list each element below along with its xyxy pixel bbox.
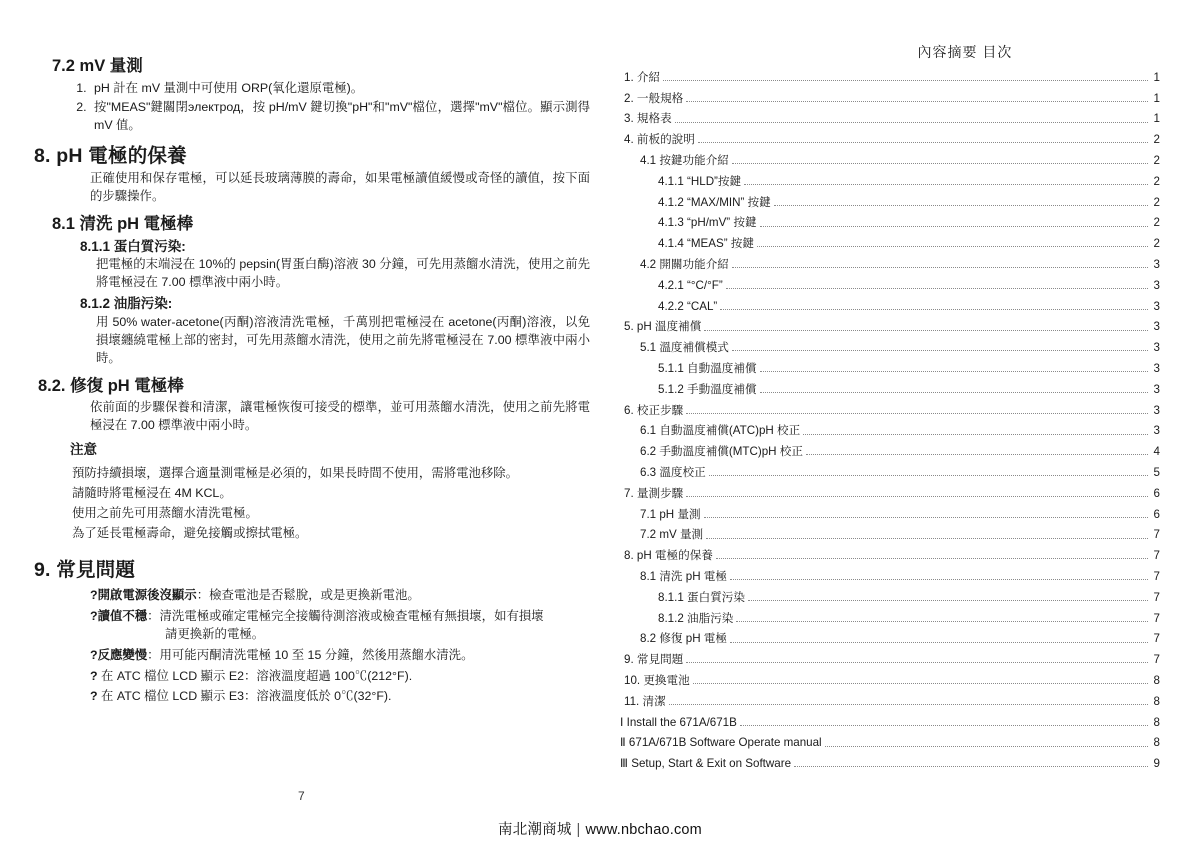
toc-entry[interactable]	[620, 92, 1160, 105]
toc-entry[interactable]	[620, 653, 1160, 666]
faq-list	[28, 586, 590, 706]
toc-leader-dots	[730, 633, 1148, 643]
toc-entry-page: 4	[1153, 445, 1160, 459]
table-of-contents	[620, 71, 1160, 770]
heading-8-1: 8.1 清洗 pH 電極棒	[52, 214, 194, 233]
toc-entry-label: 6.3 溫度校正	[640, 465, 706, 479]
toc-leader-dots	[730, 570, 1148, 580]
heading-8-1-2: 8.1.2 油脂污染:	[80, 296, 173, 312]
toc-entry-page: 7	[1153, 549, 1160, 563]
toc-leader-dots	[663, 71, 1148, 81]
toc-leader-dots	[704, 321, 1148, 331]
toc-entry-page: 3	[1153, 278, 1160, 292]
toc-entry-page: 3	[1153, 382, 1160, 396]
toc-entry[interactable]	[620, 196, 1160, 209]
toc-leader-dots	[686, 653, 1148, 663]
faq-body: 在 ATC 檔位 LCD 顯示 E2：溶液溫度超過 100℃(212°F).	[101, 668, 413, 683]
toc-entry[interactable]	[620, 321, 1160, 334]
toc-entry-label: 4.1.3 “pH/mV” 按鍵	[658, 216, 757, 230]
toc-entry-page: 3	[1153, 341, 1160, 355]
toc-leader-dots	[686, 487, 1148, 497]
toc-leader-dots	[686, 92, 1148, 102]
toc-entry-label: 3. 規格表	[624, 112, 672, 126]
note-line: 使用之前先可用蒸餾水清洗電極。	[72, 506, 258, 521]
toc-entry-label: Ⅰ Install the 671A/671B	[620, 715, 737, 729]
toc-leader-dots	[669, 695, 1148, 705]
toc-leader-dots	[686, 404, 1148, 414]
faq-body: ：檢查電池是否鬆脫，或是更換新電池。	[196, 588, 420, 603]
toc-entry[interactable]	[620, 133, 1160, 146]
note-line: 預防持續損壞，選擇合適量測電極是必須的，如果長時間不使用，需將電池移除。	[72, 465, 519, 480]
toc-entry-page: 3	[1153, 320, 1160, 334]
toc-entry-label: 4.2.1 “°C/°F”	[658, 278, 723, 292]
toc-entry-page: 7	[1153, 590, 1160, 604]
toc-entry-label: 4.2.2 “CAL”	[658, 299, 718, 313]
toc-leader-dots	[716, 549, 1148, 559]
faq-lead: 反應變慢	[97, 648, 148, 663]
toc-leader-dots	[720, 300, 1148, 310]
toc-entry-page: 1	[1153, 70, 1160, 84]
toc-entry-label: 6.2 手動溫度補償(MTC)pH 校正	[640, 445, 803, 459]
toc-entry-page: 7	[1153, 632, 1160, 646]
toc-entry-page: 6	[1153, 507, 1160, 521]
heading-8-2: 8.2. 修復 pH 電極棒	[38, 377, 184, 396]
toc-entry-page: 1	[1153, 112, 1160, 126]
toc-entry-page: 3	[1153, 258, 1160, 271]
toc-entry[interactable]	[620, 362, 1160, 375]
toc-entry-label: 8.1.1 蛋白質污染	[658, 590, 745, 604]
toc-entry-label: Ⅱ 671A/671B Software Operate manual	[620, 736, 822, 750]
toc-leader-dots	[744, 175, 1148, 185]
toc-entry-page: 2	[1153, 216, 1160, 230]
toc-entry[interactable]	[620, 217, 1160, 230]
toc-entry[interactable]	[620, 487, 1160, 500]
toc-entry-page: 8	[1153, 694, 1160, 708]
question-mark-icon: ?	[90, 668, 98, 683]
toc-entry-page: 7	[1153, 569, 1160, 583]
toc-entry[interactable]	[620, 549, 1160, 562]
toc-entry[interactable]	[620, 695, 1160, 708]
toc-entry-page: 8	[1153, 715, 1160, 729]
toc-entry-label: 1. 介紹	[624, 70, 661, 84]
toc-leader-dots	[748, 591, 1148, 601]
faq-lead: 讀值不穩	[97, 608, 148, 623]
page-number: 7	[298, 789, 305, 803]
toc-entry-label: 5.1.1 自動溫度補償	[658, 361, 757, 375]
toc-entry[interactable]	[620, 570, 1160, 583]
toc-leader-dots	[740, 716, 1148, 726]
toc-entry-label: 11. 清潔	[624, 694, 666, 708]
right-page	[620, 0, 1200, 848]
toc-entry[interactable]	[620, 383, 1160, 396]
toc-entry-page: 3	[1153, 299, 1160, 313]
toc-entry-label: 8.1 清洗 pH 電極	[640, 569, 727, 583]
toc-entry-label: 7.2 mV 量測	[640, 528, 704, 542]
toc-leader-dots	[803, 425, 1148, 435]
toc-entry[interactable]	[620, 716, 1160, 729]
toc-leader-dots	[675, 113, 1148, 123]
toc-leader-dots	[732, 154, 1148, 164]
toc-entry[interactable]	[620, 737, 1160, 750]
toc-entry[interactable]	[620, 425, 1160, 438]
toc-entry-label: Ⅲ Setup, Start & Exit on Software	[620, 757, 792, 771]
toc-entry-page: 3	[1153, 361, 1160, 375]
toc-entry[interactable]	[620, 612, 1160, 625]
faq-item	[90, 646, 590, 665]
toc-entry-page: 3	[1153, 403, 1160, 417]
toc-entry-label: 4.2 開關功能介紹	[640, 258, 729, 271]
faq-item	[90, 687, 590, 706]
toc-entry[interactable]	[620, 529, 1160, 542]
toc-entry-page: 2	[1153, 133, 1160, 147]
toc-entry-label: 4.1.1 “HLD”按鍵	[658, 174, 742, 188]
toc-entry-page: 7	[1153, 528, 1160, 542]
heading-8: 8. pH 電極的保養	[34, 144, 187, 167]
toc-entry-label: 4.1.2 “MAX/MIN” 按鍵	[658, 195, 771, 209]
toc-leader-dots	[736, 612, 1148, 622]
heading-7-2: 7.2 mV 量測	[52, 57, 143, 75]
toc-entry[interactable]	[620, 258, 1160, 271]
toc-entry-page: 2	[1153, 237, 1160, 251]
toc-entry-label: 4. 前板的說明	[624, 133, 695, 147]
question-mark-icon: ?	[90, 608, 98, 623]
note-line: 為了延長電極壽命，避免接觸或擦拭電極。	[72, 526, 308, 541]
toc-entry-label: 5.1 溫度補償模式	[640, 341, 729, 355]
toc-entry-label: 8.1.2 油脂污染	[658, 611, 734, 625]
toc-entry-page: 3	[1153, 424, 1160, 438]
toc-entry[interactable]	[620, 404, 1160, 417]
toc-entry[interactable]	[620, 237, 1160, 250]
question-mark-icon: ?	[90, 588, 98, 603]
toc-leader-dots	[774, 196, 1148, 206]
toc-entry-label: 9. 常見問題	[624, 653, 684, 667]
toc-entry-page: 8	[1153, 736, 1160, 750]
section-8-intro: 正確使用和保存電極，可以延長玻璃薄膜的壽命，如果電極讀值緩慢或奇怪的讀值，按下面的步驟操作。	[90, 170, 590, 203]
heading-9: 9. 常見問題	[34, 559, 136, 582]
paragraph-8-1-2: 用 50% water-acetone(丙酮)溶液清洗電極，千萬別把電極浸在 acetone(丙酮)溶液，以免損壞纏繞電極上部的密封，可先用蒸餾水清洗，使用之前先將電極浸在 7.00 標準液中兩小時。	[96, 315, 590, 366]
toc-entry[interactable]	[620, 591, 1160, 604]
toc-entry[interactable]	[620, 154, 1160, 167]
footer-brand: 南北潮商城	[498, 822, 572, 838]
heading-note: 注意	[70, 441, 97, 457]
toc-leader-dots	[825, 737, 1148, 747]
toc-leader-dots	[760, 217, 1148, 227]
faq-body: ：清洗電極或確定電極完全接觸待測溶液或檢查電極有無損壞，如有損壞	[147, 608, 544, 623]
toc-entry-page: 7	[1153, 611, 1160, 625]
toc-entry-page: 1	[1153, 91, 1160, 105]
faq-item	[90, 607, 590, 644]
faq-body: 在 ATC 檔位 LCD 顯示 E3：溶液溫度低於 0℃(32°F).	[101, 689, 392, 704]
toc-entry[interactable]	[620, 466, 1160, 479]
toc-entry-page: 2	[1153, 154, 1160, 168]
toc-entry-label: 6.1 自動溫度補償(ATC)pH 校正	[640, 424, 801, 438]
toc-entry-label: 5. pH 溫度補償	[624, 320, 702, 334]
toc-entry-label: 7. 量測步驟	[624, 486, 684, 500]
toc-entry-page: 6	[1153, 486, 1160, 500]
toc-leader-dots	[806, 445, 1148, 455]
toc-leader-dots	[704, 508, 1148, 518]
faq-lead: 開啟電源後沒顯示	[97, 588, 197, 603]
faq-item	[90, 667, 590, 686]
toc-entry-label: 4.1.4 “MEAS” 按鍵	[658, 237, 754, 251]
toc-entry[interactable]	[620, 113, 1160, 126]
toc-entry-label: 7.1 pH 量測	[640, 507, 701, 521]
toc-entry-label: 8. pH 電極的保養	[624, 549, 713, 563]
toc-entry-label: 5.1.2 手動溫度補償	[658, 382, 757, 396]
toc-leader-dots	[732, 341, 1148, 351]
note-line: 請隨時將電極浸在 4M KCL。	[72, 485, 232, 500]
toc-entry[interactable]	[620, 341, 1160, 354]
footer-separator: |	[576, 822, 581, 838]
toc-entry[interactable]	[620, 633, 1160, 646]
toc-entry[interactable]	[620, 445, 1160, 458]
paragraph-8-1-1: 把電極的末端浸在 10%的 pepsin(胃蛋白酶)溶液 30 分鐘，可先用蒸餾水清洗，使用之前先將電極浸在 7.00 標準液中兩小時。	[96, 257, 590, 290]
toc-entry-page: 7	[1153, 653, 1160, 667]
toc-entry-page: 2	[1153, 195, 1160, 209]
faq-body: ：用可能丙酮清洗電極 10 至 15 分鐘，然後用蒸餾水清洗。	[147, 648, 474, 663]
toc-entry[interactable]	[620, 508, 1160, 521]
toc-entry-label: 2. 一般規格	[624, 91, 684, 105]
toc-leader-dots	[760, 362, 1148, 372]
toc-leader-dots	[757, 237, 1148, 247]
footer-url[interactable]: www.nbchao.com	[585, 822, 702, 838]
toc-leader-dots	[794, 757, 1148, 767]
list-item: 2. 按"MEAS"鍵關閉электрод，按 pH/mV 鍵切換"pH"和"mV"檔位，選擇"mV"檔位。顯示測得 mV 值。	[90, 99, 590, 135]
paragraph-8-2: 依前面的步驟保養和清潔，讓電極恢復可接受的標準，並可用蒸餾水清洗，使用之前先將電極浸在 7.00 標準液中兩小時。	[90, 399, 590, 432]
question-mark-icon: ?	[90, 648, 98, 663]
note-body	[72, 463, 590, 543]
toc-entry-label: 8.2 修復 pH 電極	[640, 632, 727, 646]
toc-entry[interactable]	[620, 674, 1160, 687]
list-item: 1. pH 計在 mV 量測中可使用 ORP(氧化還原電極)。	[90, 80, 590, 98]
toc-entry-page: 2	[1153, 174, 1160, 188]
site-footer	[0, 818, 1200, 839]
toc-entry-label: 10. 更換電池	[624, 673, 690, 687]
faq-item	[90, 586, 590, 605]
toc-entry[interactable]	[620, 71, 1160, 84]
toc-entry[interactable]	[620, 757, 1160, 770]
toc-entry[interactable]	[620, 300, 1160, 313]
toc-leader-dots	[709, 466, 1148, 476]
question-mark-icon: ?	[90, 689, 98, 704]
section-7-2-list	[28, 80, 590, 135]
heading-8-1-1: 8.1.1 蛋白質污染:	[80, 238, 186, 254]
toc-entry-page: 8	[1153, 673, 1160, 687]
toc-entry[interactable]	[620, 175, 1160, 188]
toc-leader-dots	[706, 529, 1148, 539]
toc-leader-dots	[760, 383, 1148, 393]
toc-entry-label: 4.1 按鍵功能介紹	[640, 154, 729, 168]
toc-leader-dots	[698, 133, 1148, 143]
toc-entry-page: 5	[1153, 465, 1160, 479]
toc-leader-dots	[693, 674, 1148, 684]
toc-leader-dots	[732, 258, 1148, 268]
toc-entry[interactable]	[620, 279, 1160, 292]
toc-title: 內容摘要 目次	[917, 44, 1013, 60]
faq-continuation: 請更換新的電極。	[165, 627, 265, 642]
toc-leader-dots	[726, 279, 1148, 289]
toc-entry-label: 6. 校正步驟	[624, 403, 684, 417]
toc-entry-page: 9	[1153, 757, 1160, 771]
